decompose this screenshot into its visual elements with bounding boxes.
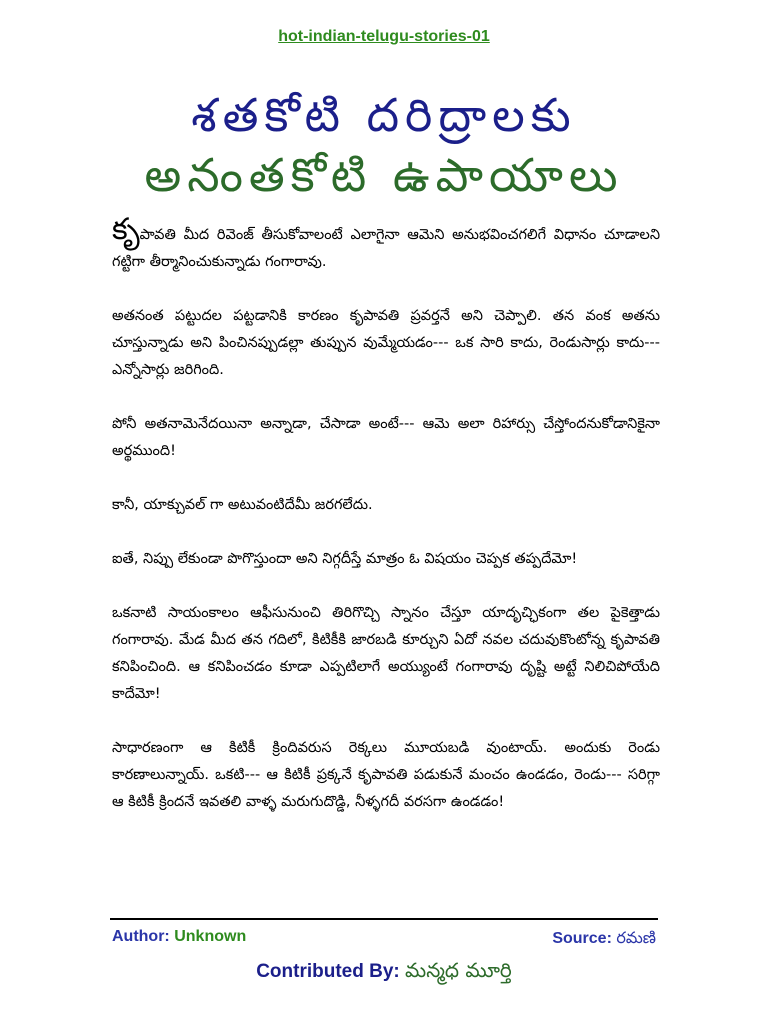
story-paragraph-5: ఐతే, నిప్పు లేకుండా పొగొస్తుందా అని నిగ్గదీస్తే మాత్రం ఓ విషయం చెప్పక తప్పదేమో!	[112, 551, 578, 567]
story-paragraph-3: పోనీ అతనామెనేదయినా అన్నాడా, చేసాడా అంటే--- ఆమె అలా రిహార్సు చేస్తోందనుకోడానికైనా అర్థముంది!	[112, 416, 660, 459]
title-line-2: అనంతకోటి ఉపాయాలు	[144, 148, 624, 202]
story-paragraph-4: కానీ, యాక్చువల్ గా అటువంటిదేమీ జరగలేదు.	[112, 497, 373, 513]
author-value: Unknown	[174, 928, 247, 945]
story-paragraph-6: ఒకనాటి సాయంకాలం ఆఫీసునుంచి తిరిగొచ్చి స్నానం చేస్తూ యాదృచ్ఛికంగా తల పైకెత్తాడు గంగారావు. మేడ మీద తన గదిలో, కిటికీకి జారబడి కూర్చుని ఏదో నవల చదువుకొంటోన్న కృపావతి కనిపించింది. ఆ కనిపించడం కూడా ఎప్పటిలాగే అయ్యుంటే గంగారావు దృష్టి అట్టే నిలిచిపోయేది కాదేమో!	[112, 605, 660, 702]
source-label: Source:	[552, 930, 612, 947]
footer-divider	[110, 918, 658, 920]
contributed-by-line	[0, 958, 768, 987]
paragraph-text: పావతి మీద రివెంజ్ తీసుకోవాలంటే ఎలాగైనా ఆమెని అనుభవించగలిగే విధానం చూడాలని గట్టిగా తీర్మానించుకున్నాడు గంగారావు.	[112, 227, 660, 270]
source-line	[552, 928, 656, 951]
drop-cap: కృ	[112, 212, 140, 247]
story-paragraph-1	[112, 212, 660, 276]
story-paragraph-7: సాధారణంగా ఆ కిటికీ క్రిందివరుస రెక్కలు మూయబడి వుంటాయ్. అందుకు రెండు కారణాలున్నాయ్. ఒకటి--- ఆ కిటికీ ప్రక్కనే కృపావతి పడుకునే మంచం ఉండడం, రెండు--- సరిగ్గా ఆ కిటికీ క్రిందనే ఇవతలి వాళ్ళ మరుగుదొడ్డి, నీళ్ళగదీ వరసగా ఉండడం!	[112, 740, 660, 810]
author-label: Author:	[112, 928, 170, 945]
title-line-1: శతకోటి దరిద్రాలకు	[191, 88, 577, 142]
contributed-value: మన్మధ మూర్తి	[405, 958, 512, 982]
contributed-label: Contributed By:	[256, 961, 400, 982]
story-body	[112, 212, 660, 843]
story-paragraph-2: అతనంత పట్టుదల పట్టడానికి కారణం కృపావతి ప్రవర్తనే అని చెప్పాలి. తన వంక అతను చూస్తున్నాడు అని పించినప్పుడల్లా తుప్పున వుమ్మేయడం--- ఒక సారి కాదు, రెండుసార్లు కాదు--- ఎన్నోసార్లు జరిగింది.	[112, 308, 660, 378]
site-link[interactable]: hot-indian-telugu-stories-01	[278, 28, 490, 45]
source-value: రమణి	[616, 928, 656, 947]
author-line	[112, 928, 246, 946]
